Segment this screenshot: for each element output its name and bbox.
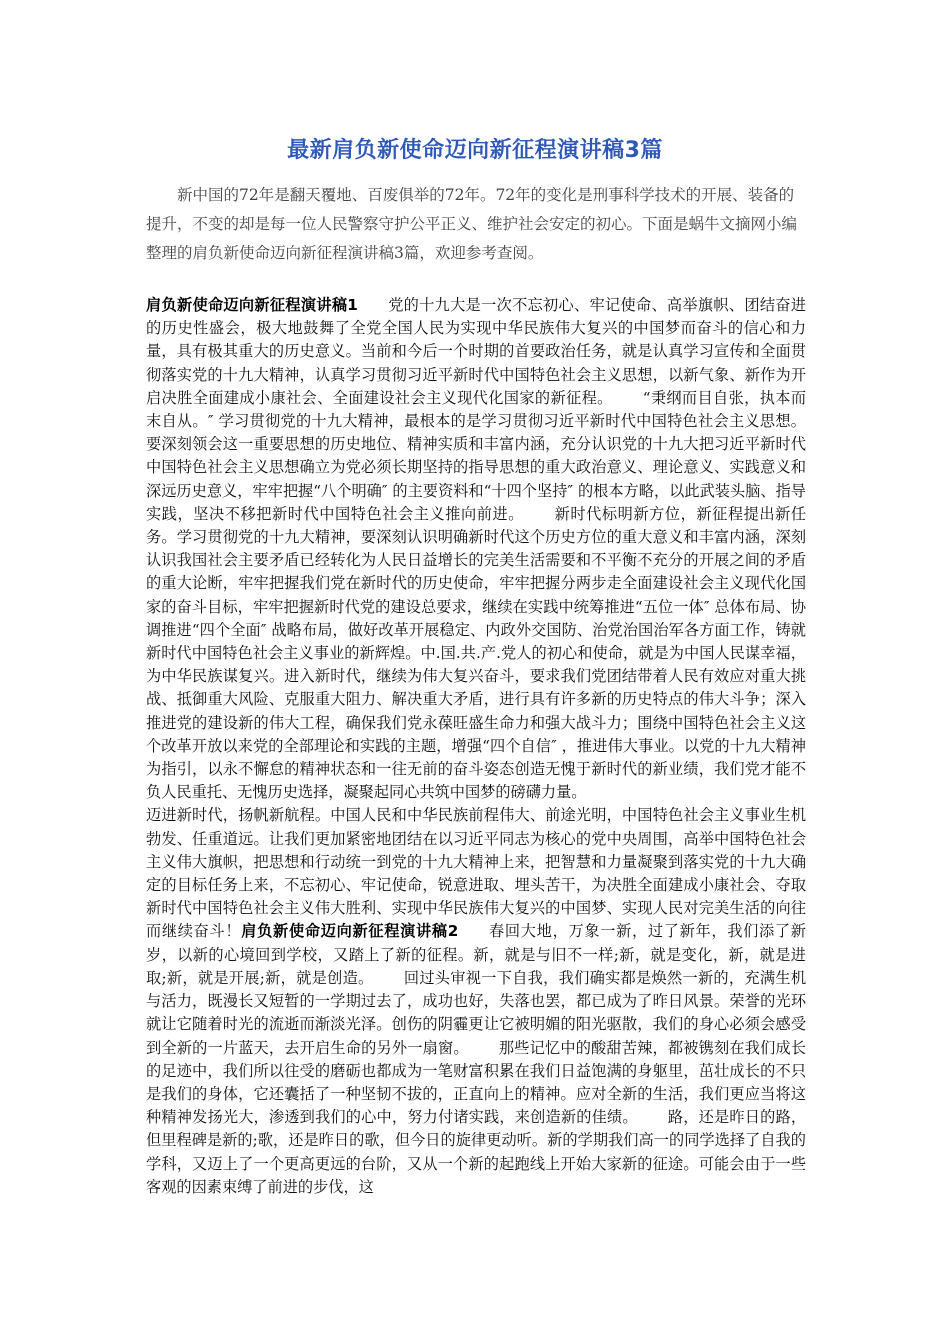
intro-paragraph: 新中国的72年是翻天覆地、百废俱举的72年。72年的变化是刑事科学技术的开展、装备的提升，不变的却是每一位人民警察守护公平正义、维护社会安定的初心。下面是蜗牛文摘网小编整理的肩负新使命迈向新征程演讲稿3篇，欢迎参考查阅。 xyxy=(146,186,798,262)
paragraph-1-3: 新时代标明新方位，新征程提出新任务。学习贯彻党的十九大精神，要深刻认识明确新时代这个历史方位的重大意义和丰富内涵，深刻认识我国社会主要矛盾已经转化为人民日益增长的完美生活需要和不平衡不充分的开展之间的矛盾的重大论断，牢牢把握我们党在新时代的历史使命，牢牢把握分两步走全面建设社会主义现代化国家的奋斗目标，牢牢把握新时代党的建设总要求，继续在实践中统筹推进“五位一体″ 总体布局、协调推进“四个全面″ 战略布局，做好改革开展稳定、内政外交国防、治党治国治军各方面工作，铸就新时代中国特色社会主义事业的新辉煌。中.国.共.产.党人的初心和使命，就是为中国人民谋幸福，为中华民族谋复兴。进入新时代，继续为伟大复兴奋斗，要求我们党团结带着人民有效应对重大挑战、抵御重大风险、克服重大阻力、解决重大矛盾，进行具有许多新的历史特点的伟大斗争；深入推进党的建设新的伟大工程，确保我们党永葆旺盛生命力和强大战斗力；围绕中国特色社会主义这个改革开放以来党的全部理论和实践的主题，增强“四个自信″ ，推进伟大事业。以党的十九大精神为指引，以永不懈怠的精神状态和一往无前的奋斗姿态创造无愧于新时代的新业绩，我们党才能不负人民重托、无愧历史选择，凝聚起同心共筑中国梦的磅礴力量。 xyxy=(146,504,806,802)
section-heading-1: 肩负新使命迈向新征程演讲稿1 xyxy=(146,296,358,314)
document-body xyxy=(146,294,806,1324)
document-title: 最新肩负新使命迈向新征程演讲稿3篇 xyxy=(287,138,663,163)
paragraph-2-3: 那些记忆中的酸甜苦辣，都被镌刻在我们成长的足迹中，我们所以往受的磨砺也都成为一笔财富积累在我们日益饱满的身躯里，茁壮成长的不只是我们的身体，它还囊括了一种坚韧不拔的，正直向上的精神。应对全新的生活，我们更应当将这种精神发扬光大，渗透到我们的心中，努力付诸实践，来创造新的佳绩。 xyxy=(146,1038,806,1127)
body-block-2 xyxy=(146,804,806,1198)
paragraph-1-1: 党的十九大是一次不忘初心、牢记使命、高举旗帜、团结奋进的历史性盛会，极大地鼓舞了全党全国人民为实现中华民族伟大复兴的中国梦而奋斗的信心和力量，具有极其重大的历史意义。当前和今后一个时期的首要政治任务，就是认真学习宣传和全面贯彻落实党的十九大精神，认真学习贯彻习近平新时代中国特色社会主义思想，以新气象、新作为开启决胜全面建成小康社会、全面建设社会主义现代化国家的新征程。 xyxy=(146,296,806,407)
paragraph-1-2: “秉纲而目自张，执本而末自从。″ 学习贯彻党的十九大精神，最根本的是学习贯彻习近平新时代中国特色社会主义思想。要深刻领会这一重要思想的历史地位、精神实质和丰富内涵，充分认识党的十九大把习近平新时代中国特色社会主义思想确立为党必须长期坚持的指导思想的重大政治意义、理论意义、实践意义和深远历史意义，牢牢把握“八个明确″ 的主要资料和“十四个坚持″ 的根本方略，以此武装头脑、指导实践，坚决不移把新时代中国特色社会主义推向前进。 xyxy=(146,388,806,523)
paragraph-2-4: 路，还是昨日的路，但里程碑是新的;歌，还是昨日的歌，但今日的旋律更动听。新的学期我们高一的同学选择了自我的学科，又迈上了一个更高更远的台阶，又从一个新的起跑线上开始大家新的征途。可能会由于一些客观的因素束缚了前进的步伐，这 xyxy=(146,1108,806,1196)
section-heading-2: 肩负新使命迈向新征程演讲稿2 xyxy=(241,922,459,941)
body-block-1 xyxy=(146,294,806,804)
paragraph-2-1: 春回大地，万象一新，过了新年，我们添了新岁，以新的心境回到学校，又踏上了新的征程。新，就是与旧不一样;新，就是变化，新，就是进取;新，就是开展;新，就是创造。 xyxy=(146,922,806,987)
paragraph-1-4: 迈进新时代，扬帆新航程。中国人民和中华民族前程伟大、前途光明，中国特色社会主义事业生机勃发、任重道远。让我们更加紧密地团结在以习近平同志为核心的党中央周围，高举中国特色社会主义伟大旗帜，把思想和行动统一到党的十九大精神上来，把智慧和力量凝聚到落实党的十九大确定的目标任务上来，不忘初心、牢记使命，锐意进取、埋头苦干，为决胜全面建成小康社会、夺取新时代中国特色社会主义伟大胜利、实现中华民族伟大复兴的中国梦、实现人民对完美生活的向往而继续奋斗！ xyxy=(146,806,806,941)
paragraph-2-2: 回过头审视一下自我，我们确实都是焕然一新的，充满生机与活力，既漫长又短暂的一学期过去了，成功也好，失落也罢，都已成为了昨日风景。荣誉的光环就让它随着时光的流逝而渐淡光泽。创伤的阴霾更让它被明媚的阳光驱散，我们的身心必须会感受到全新的一片蓝天，去开启生命的另外一扇窗。 xyxy=(146,968,806,1057)
